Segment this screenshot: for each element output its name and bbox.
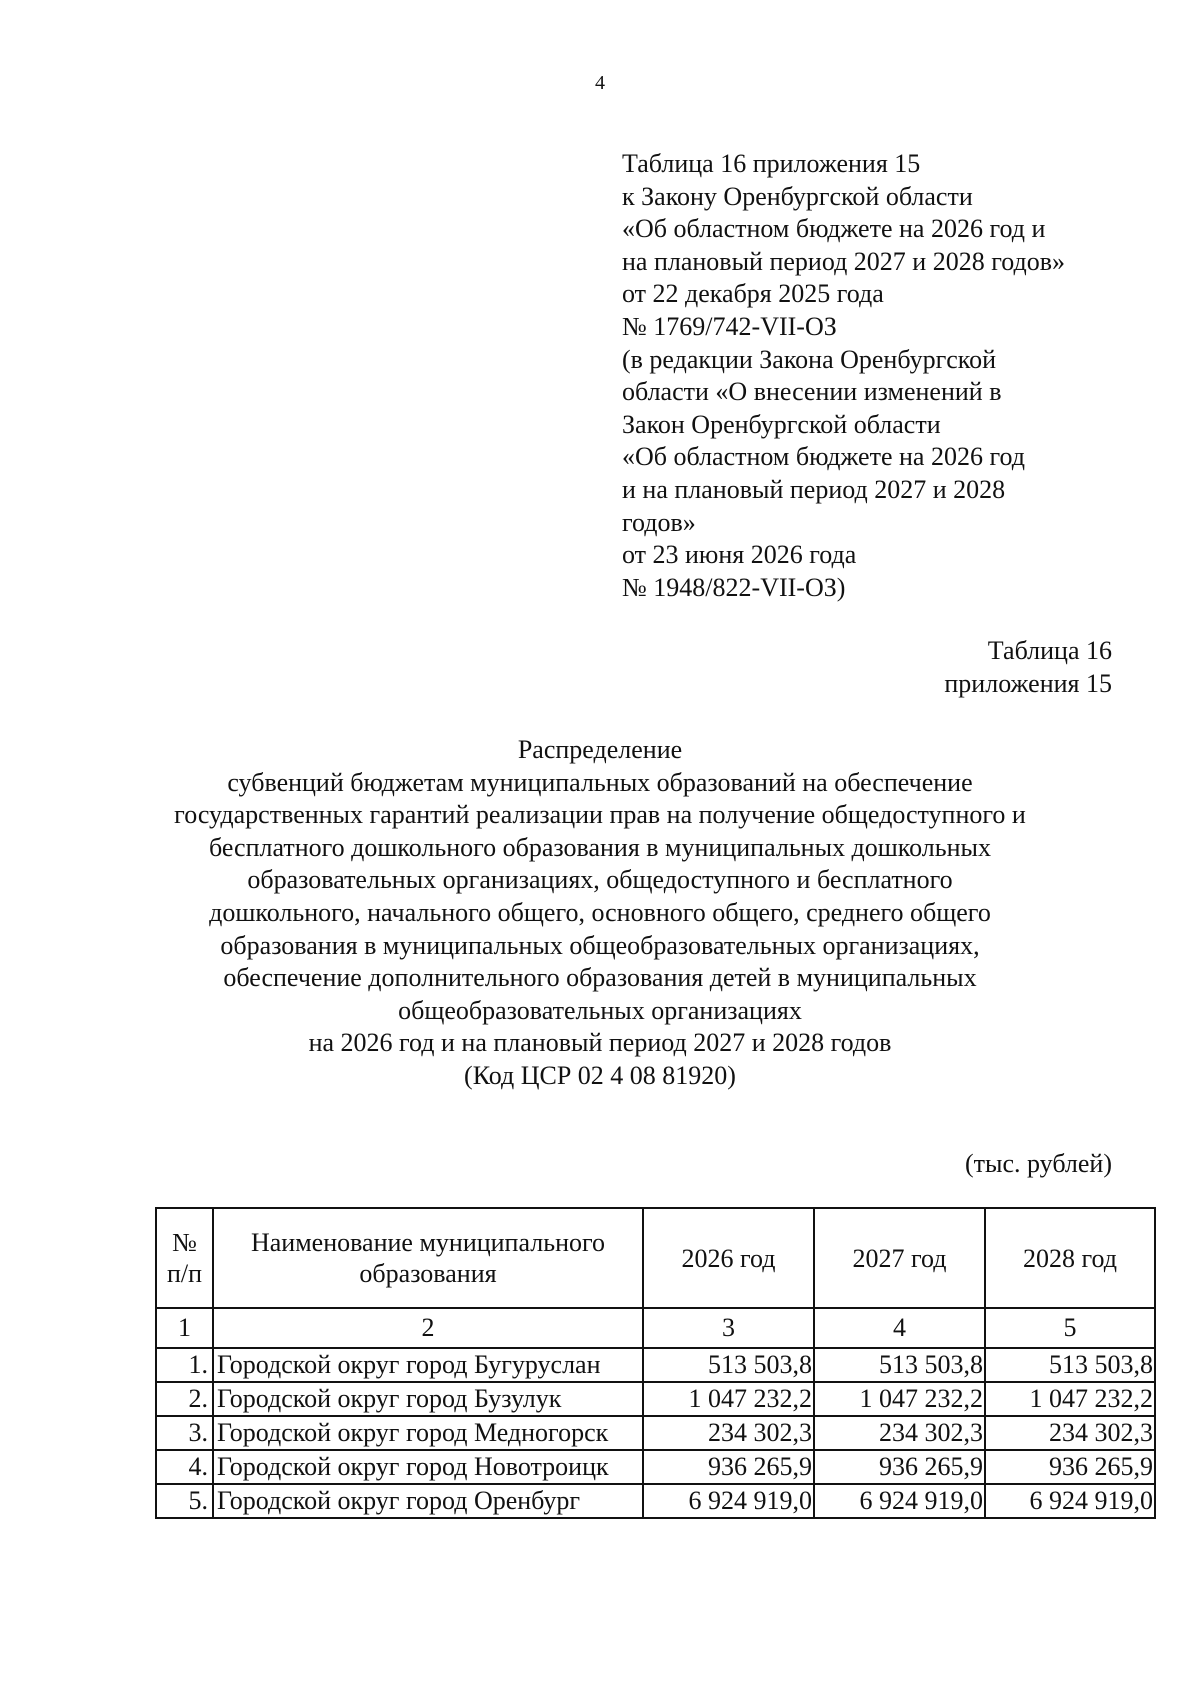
- approval-line: области «О внесении изменений в: [622, 377, 1002, 407]
- column-number: 2: [213, 1308, 643, 1348]
- municipality-name: Городской округ город Медногорск: [213, 1416, 643, 1450]
- header-number: № п/п: [156, 1208, 213, 1308]
- title-line: образования в муниципальных общеобразовательных организациях,: [220, 930, 980, 960]
- column-number-row: [156, 1308, 1155, 1348]
- header-2026: 2026 год: [643, 1208, 814, 1308]
- table-row: [156, 1416, 1155, 1450]
- approval-line: от 22 декабря 2025 года: [622, 279, 884, 309]
- title-line: Распределение: [517, 735, 683, 764]
- title-line: субвенций бюджетам муниципальных образований на обеспечение: [227, 767, 973, 797]
- value-2026: 234 302,3: [643, 1416, 814, 1450]
- column-number: 1: [156, 1308, 213, 1348]
- header-2027: 2027 год: [814, 1208, 985, 1308]
- value-2028: 234 302,3: [985, 1416, 1155, 1450]
- value-2027: 936 265,9: [814, 1450, 985, 1484]
- municipality-name: Городской округ город Бузулук: [213, 1382, 643, 1416]
- table-row: [156, 1382, 1155, 1416]
- value-2026: 936 265,9: [643, 1450, 814, 1484]
- value-2026: 1 047 232,2: [643, 1382, 814, 1416]
- approval-line: Закон Оренбургской области: [622, 409, 941, 439]
- approval-line: Таблица 16 приложения 15: [622, 149, 921, 178]
- table-ref-line: Таблица 16: [987, 636, 1112, 665]
- approval-stamp-block: [622, 148, 1142, 604]
- title-line: дошкольного, начального общего, основного общего, среднего общего: [209, 897, 991, 927]
- approval-line: № 1948/822-VII-ОЗ): [622, 572, 846, 602]
- table-row: [156, 1450, 1155, 1484]
- approval-line: (в редакции Закона Оренбургской: [622, 344, 997, 374]
- value-2028: 6 924 919,0: [985, 1484, 1155, 1518]
- row-index: 2.: [156, 1382, 213, 1416]
- title-line: на 2026 год и на плановый период 2027 и 2028 годов: [308, 1028, 892, 1058]
- table-reference: [944, 634, 1112, 700]
- subvention-table: [155, 1207, 1156, 1519]
- approval-line: «Об областном бюджете на 2026 год: [622, 442, 1025, 472]
- approval-line: годов»: [622, 507, 696, 537]
- table-row: [156, 1348, 1155, 1382]
- title-line: общеобразовательных организациях: [398, 995, 802, 1025]
- title-line: (Код ЦСР 02 4 08 81920): [464, 1060, 736, 1090]
- approval-line: № 1769/742-VII-ОЗ: [622, 311, 837, 341]
- title-line: образовательных организациях, общедоступного и бесплатного: [247, 865, 953, 895]
- row-index: 1.: [156, 1348, 213, 1382]
- column-number: 3: [643, 1308, 814, 1348]
- approval-line: на плановый период 2027 и 2028 годов»: [622, 246, 1065, 276]
- title-line: бесплатного дошкольного образования в муниципальных дошкольных: [208, 832, 991, 862]
- municipality-name: Городской округ город Новотроицк: [213, 1450, 643, 1484]
- table-header-row: [156, 1208, 1155, 1308]
- row-index: 5.: [156, 1484, 213, 1518]
- value-2028: 1 047 232,2: [985, 1382, 1155, 1416]
- value-2027: 1 047 232,2: [814, 1382, 985, 1416]
- municipality-name: Городской округ город Оренбург: [213, 1484, 643, 1518]
- value-2027: 234 302,3: [814, 1416, 985, 1450]
- value-2028: 513 503,8: [985, 1348, 1155, 1382]
- page-number: 4: [595, 72, 605, 94]
- column-number: 4: [814, 1308, 985, 1348]
- value-2026: 6 924 919,0: [643, 1484, 814, 1518]
- document-title: [100, 734, 1100, 1093]
- table-row: [156, 1484, 1155, 1518]
- title-line: обеспечение дополнительного образования детей в муниципальных: [223, 963, 977, 993]
- value-2026: 513 503,8: [643, 1348, 814, 1382]
- units-label: (тыс. рублей): [964, 1149, 1112, 1178]
- value-2028: 936 265,9: [985, 1450, 1155, 1484]
- row-index: 3.: [156, 1416, 213, 1450]
- approval-line: и на плановый период 2027 и 2028: [622, 474, 1006, 504]
- table-ref-line: приложения 15: [944, 669, 1112, 698]
- value-2027: 6 924 919,0: [814, 1484, 985, 1518]
- approval-line: «Об областном бюджете на 2026 год и: [622, 214, 1046, 244]
- row-index: 4.: [156, 1450, 213, 1484]
- header-2028: 2028 год: [985, 1208, 1155, 1308]
- approval-line: от 23 июня 2026 года: [622, 540, 857, 570]
- municipality-name: Городской округ город Бугуруслан: [213, 1348, 643, 1382]
- column-number: 5: [985, 1308, 1155, 1348]
- value-2027: 513 503,8: [814, 1348, 985, 1382]
- approval-line: к Закону Оренбургской области: [622, 181, 973, 211]
- title-line: государственных гарантий реализации прав на получение общедоступного и: [174, 800, 1026, 830]
- header-name: Наименование муниципального образования: [213, 1208, 643, 1308]
